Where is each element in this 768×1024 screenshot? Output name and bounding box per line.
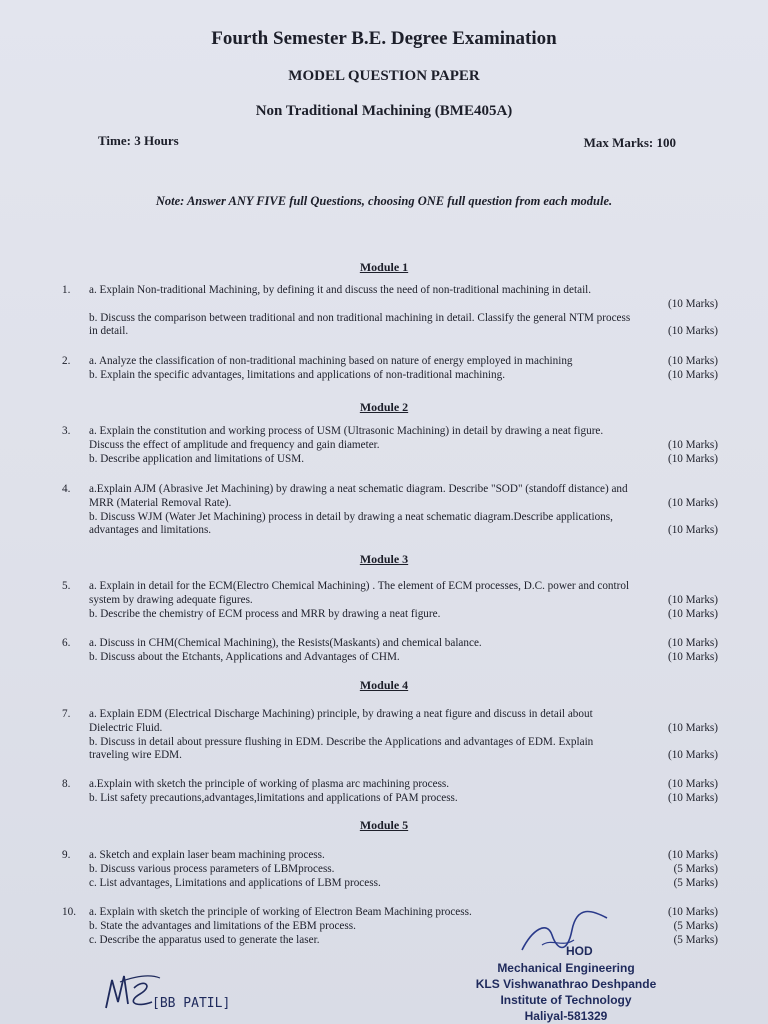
question-marks: (10 Marks) [667, 325, 718, 338]
question-text: Discuss the effect of amplitude and frequency and gain diameter. [89, 438, 380, 451]
question-line [89, 524, 728, 538]
question-marks: (10 Marks) [667, 297, 718, 310]
question-item [62, 425, 728, 466]
question-text: a. Explain EDM (Electrical Discharge Machining) principle, by drawing a neat figure and discuss in detail about [89, 708, 593, 720]
question-text: Dielectric Fluid. [89, 721, 163, 734]
question-body [89, 906, 728, 947]
stamp-line: KLS Vishwanathrao Deshpande [475, 977, 657, 991]
question-marks: (10 Marks) [667, 368, 718, 381]
module-heading: Module 1 [359, 260, 409, 274]
question-line [89, 608, 728, 622]
question-line [89, 425, 728, 439]
question-text: traveling wire EDM. [89, 749, 182, 762]
question-line [89, 325, 728, 339]
question-item [62, 778, 728, 806]
max-marks: Max Marks: 100 [583, 135, 676, 150]
question-body [89, 708, 728, 763]
question-number: 7. [62, 708, 71, 720]
module-heading: Module 5 [359, 818, 409, 832]
question-item [62, 906, 728, 947]
question-number: 9. [62, 849, 71, 861]
question-line [89, 792, 728, 806]
question-text: b. Describe the chemistry of ECM process and MRR by drawing a neat figure. [89, 607, 441, 620]
paper-subtitle: MODEL QUESTION PAPER [288, 68, 480, 84]
question-marks: (10 Marks) [667, 452, 718, 465]
question-number: 2. [62, 355, 71, 367]
module-heading: Module 3 [359, 552, 409, 566]
question-text: a. Explain in detail for the ECM(Electro Chemical Machining) . The element of ECM processes, D.C. power and control [89, 580, 630, 592]
question-line [89, 580, 728, 594]
question-line [89, 355, 728, 369]
hod-signature-icon [512, 900, 612, 962]
question-text: a.Explain with sketch the principle of working of plasma arc machining process. [89, 778, 450, 790]
question-text: c. List advantages, Limitations and applications of LBM process. [89, 876, 381, 889]
question-line [89, 849, 728, 863]
question-line [89, 736, 728, 750]
question-text: b. Discuss about the Etchants, Applications and Advantages of CHM. [89, 650, 400, 663]
question-text: c. Describe the apparatus used to generate the laser. [89, 933, 320, 946]
question-marks: (10 Marks) [667, 637, 718, 649]
question-marks: (5 Marks) [673, 862, 718, 875]
question-line [89, 722, 728, 736]
question-text: b. Discuss WJM (Water Jet Machining) process in detail by drawing a neat schematic diagram.Describe applications, [89, 510, 613, 523]
department-stamp [436, 960, 696, 1024]
exam-title: Fourth Semester B.E. Degree Examination [211, 28, 557, 49]
question-text: b. Discuss in detail about pressure flushing in EDM. Describe the Applications and advantages of EDM. Explain [89, 735, 594, 748]
question-number: 8. [62, 778, 71, 790]
question-line [89, 483, 728, 497]
question-body [89, 355, 728, 383]
question-line [89, 749, 728, 763]
question-text: advantages and limitations. [89, 524, 212, 537]
question-item [62, 284, 728, 339]
question-text: a. Sketch and explain laser beam machining process. [89, 849, 325, 861]
question-marks: (10 Marks) [667, 749, 718, 762]
question-item [62, 483, 728, 538]
module-heading: Module 2 [359, 400, 409, 414]
question-line [89, 934, 728, 948]
question-number: 10. [62, 906, 76, 918]
question-marks: (10 Marks) [667, 496, 718, 509]
question-marks: (5 Marks) [673, 933, 718, 946]
question-marks: (10 Marks) [667, 438, 718, 451]
question-marks: (5 Marks) [673, 919, 718, 932]
question-body [89, 284, 728, 339]
question-text: in detail. [89, 325, 129, 338]
question-marks: (10 Marks) [667, 650, 718, 663]
question-line [89, 863, 728, 877]
question-line [89, 651, 728, 665]
hod-label: HOD [566, 944, 593, 958]
author-name: [BB PATIL] [152, 996, 231, 1011]
question-marks: (10 Marks) [667, 607, 718, 620]
question-marks: (10 Marks) [667, 791, 718, 804]
question-body [89, 483, 728, 538]
question-marks: (10 Marks) [667, 721, 718, 734]
question-text: a. Explain the constitution and working process of USM (Ultrasonic Machining) in detail by drawing a neat figure. [89, 425, 604, 437]
question-text: b. Discuss the comparison between traditional and non traditional machining in detail. Classify the general NTM process [89, 311, 631, 324]
stamp-line: Haliyal-581329 [524, 1009, 608, 1023]
question-line [89, 312, 728, 326]
question-marks: (10 Marks) [667, 355, 718, 367]
question-line [89, 298, 728, 312]
question-text: a. Explain Non-traditional Machining, by defining it and discuss the need of non-traditional machining in detail. [89, 284, 592, 296]
question-line [89, 906, 728, 920]
question-marks: (10 Marks) [667, 906, 718, 918]
question-number: 1. [62, 284, 71, 296]
question-marks: (10 Marks) [667, 778, 718, 790]
question-item [62, 580, 728, 621]
question-text: b. Explain the specific advantages, limitations and applications of non-traditional machining. [89, 368, 506, 381]
question-number: 4. [62, 483, 71, 495]
question-body [89, 778, 728, 806]
stamp-line: Institute of Technology [500, 993, 632, 1007]
question-marks: (5 Marks) [673, 876, 718, 889]
question-marks: (10 Marks) [667, 593, 718, 606]
question-line [89, 284, 728, 298]
course-title: Non Traditional Machining (BME405A) [255, 103, 513, 119]
question-body [89, 580, 728, 621]
question-line [89, 708, 728, 722]
question-item [62, 708, 728, 763]
question-text: b. Discuss various process parameters of LBMprocess. [89, 862, 335, 875]
question-body [89, 637, 728, 665]
question-marks: (10 Marks) [667, 524, 718, 537]
question-text: a. Explain with sketch the principle of working of Electron Beam Machining process. [89, 906, 472, 918]
instructions-note: Note: Answer ANY FIVE full Questions, choosing ONE full question from each module. [155, 194, 613, 208]
question-line [89, 637, 728, 651]
question-line [89, 453, 728, 467]
question-text: a. Analyze the classification of non-traditional machining based on nature of energy employed in machining [89, 355, 573, 367]
question-text: a.Explain AJM (Abrasive Jet Machining) by drawing a neat schematic diagram. Describe "SOD" (standoff distance) and [89, 483, 628, 495]
question-item [62, 355, 728, 383]
question-text: b. Describe application and limitations of USM. [89, 452, 305, 465]
question-line [89, 778, 728, 792]
question-number: 3. [62, 425, 71, 437]
question-text: b. State the advantages and limitations of the EBM process. [89, 919, 356, 932]
question-text: b. List safety precautions,advantages,limitations and applications of PAM process. [89, 791, 458, 804]
question-text: system by drawing adequate figures. [89, 593, 253, 606]
question-text: MRR (Material Removal Rate). [89, 496, 232, 509]
question-marks: (10 Marks) [667, 849, 718, 861]
question-line [89, 369, 728, 383]
question-text: a. Discuss in CHM(Chemical Machining), the Resists(Maskants) and chemical balance. [89, 637, 482, 649]
question-line [89, 511, 728, 525]
question-line [89, 594, 728, 608]
question-item [62, 849, 728, 890]
stamp-line: Mechanical Engineering [497, 961, 635, 975]
question-line [89, 497, 728, 511]
question-item [62, 637, 728, 665]
question-line [89, 439, 728, 453]
exam-time: Time: 3 Hours [98, 133, 179, 148]
question-number: 6. [62, 637, 71, 649]
question-body [89, 425, 728, 466]
module-heading: Module 4 [359, 678, 409, 692]
question-line [89, 877, 728, 891]
question-body [89, 849, 728, 890]
question-line [89, 920, 728, 934]
question-number: 5. [62, 580, 71, 592]
